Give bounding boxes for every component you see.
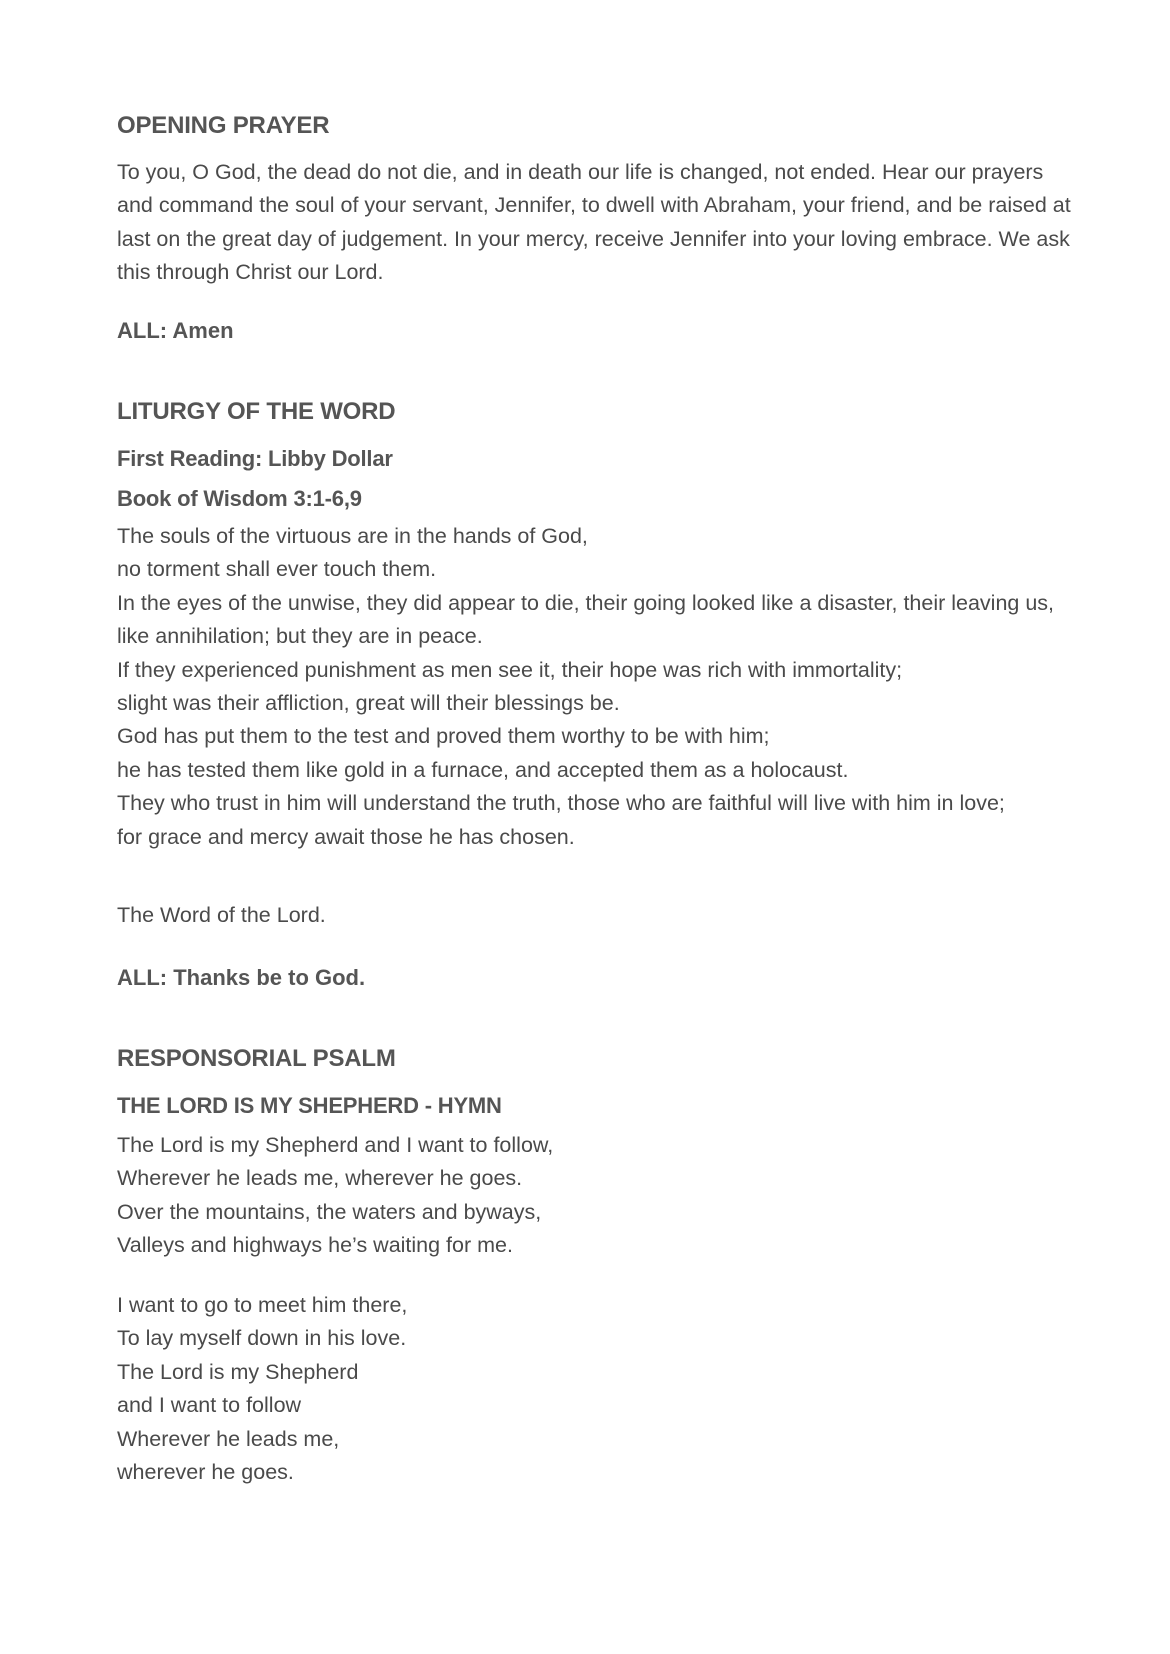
reading-line: God has put them to the test and proved them worthy to be with him;	[117, 724, 770, 749]
reading-text	[117, 520, 1077, 854]
reading-line: no torment shall ever touch them.	[117, 557, 437, 582]
opening-prayer-response: ALL: Amen	[117, 318, 234, 343]
hymn-title: THE LORD IS MY SHEPHERD - HYMN	[117, 1093, 502, 1118]
hymn-line: The Lord is my Shepherd and I want to follow,	[117, 1133, 554, 1157]
hymn-line: The Lord is my Shepherd	[117, 1359, 359, 1384]
hymn-line: Wherever he leads me,	[117, 1426, 340, 1451]
hymn-line: To lay myself down in his love.	[117, 1326, 407, 1351]
liturgy-heading: LITURGY OF THE WORD	[117, 398, 396, 425]
hymn-line: wherever he goes.	[117, 1459, 294, 1484]
hymn-verse-2	[117, 1289, 1077, 1489]
reading-reference: Book of Wisdom 3:1-6,9	[117, 486, 362, 511]
psalm-heading: RESPONSORIAL PSALM	[117, 1045, 396, 1072]
reading-line: slight was their affliction, great will their blessings be.	[117, 690, 620, 715]
reading-closing: The Word of the Lord.	[117, 903, 326, 927]
reading-line: The souls of the virtuous are in the hands of God,	[117, 524, 588, 548]
reading-line: In the eyes of the unwise, they did appear to die, their going looked like a disaster, their leaving us, like annihilation; but they are in peace.	[117, 590, 1055, 649]
hymn-line: Wherever he leads me, wherever he goes.	[117, 1166, 523, 1191]
reading-line: If they experienced punishment as men see it, their hope was rich with immortality;	[117, 657, 903, 682]
reading-response: ALL: Thanks be to God.	[117, 965, 366, 990]
hymn-verse-1	[117, 1129, 1077, 1263]
hymn-line: Over the mountains, the waters and byways,	[117, 1199, 542, 1224]
opening-prayer-text: To you, O God, the dead do not die, and in death our life is changed, not ended. Hear our prayers and command the soul of your servant, Jennifer, to dwell with Abraham, your friend, and be raised at last on the great day of judgement. In your mercy, receive Jennifer into your loving embrace. We ask this through Christ our Lord.	[117, 160, 1071, 285]
hymn-line: Valleys and highways he’s waiting for me.	[117, 1233, 513, 1258]
hymn-line: I want to go to meet him there,	[117, 1293, 408, 1317]
reading-line: for grace and mercy await those he has chosen.	[117, 824, 575, 849]
hymn-line: and I want to follow	[117, 1393, 302, 1418]
reading-line: he has tested them like gold in a furnace, and accepted them as a holocaust.	[117, 757, 849, 782]
first-reading-reader: First Reading: Libby Dollar	[117, 446, 393, 471]
opening-prayer-heading: OPENING PRAYER	[117, 112, 330, 139]
reading-line: They who trust in him will understand the truth, those who are faithful will live with him in love;	[117, 791, 1005, 816]
